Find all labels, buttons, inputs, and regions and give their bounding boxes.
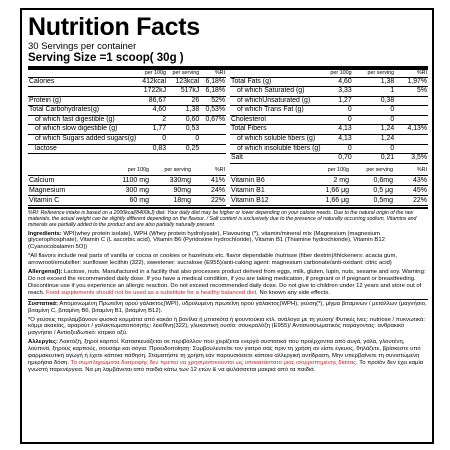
value-perserving: 1,38 bbox=[167, 106, 200, 116]
value-per100: 2 mg bbox=[318, 175, 350, 185]
minerals-table bbox=[28, 166, 226, 206]
nutrient-name: Total Fats (g) bbox=[230, 77, 322, 87]
col-header-perserving: per serving bbox=[353, 70, 396, 77]
table-row bbox=[28, 106, 226, 116]
value-per100: 4,13 bbox=[322, 125, 353, 135]
value-ri: 45% bbox=[394, 185, 428, 195]
ingredients-label: Ingredients: bbox=[28, 230, 62, 237]
table-row bbox=[230, 175, 428, 185]
table-row bbox=[28, 135, 226, 145]
value-per100: 86,67 bbox=[137, 96, 167, 106]
value-per100: 0 bbox=[322, 144, 353, 154]
col-header-perserving: per serving bbox=[350, 166, 394, 176]
value-perserving: 1,24 bbox=[353, 135, 396, 145]
nutrient-name: of which Trans Fat (g) bbox=[230, 106, 322, 116]
value-per100: 0 bbox=[322, 115, 353, 125]
serving-size: Serving Size =1 scoop( 30g ) bbox=[28, 52, 184, 64]
table-row bbox=[28, 96, 226, 106]
servings-per-container: 30 Servings per container bbox=[28, 41, 137, 52]
value-ri bbox=[395, 144, 428, 154]
nutrient-name: Magnesium bbox=[28, 185, 112, 195]
value-per100: 1722kJ bbox=[137, 87, 167, 97]
label-title: Nutrition Facts bbox=[28, 13, 200, 41]
value-perserving: 0 bbox=[353, 115, 396, 125]
table-row bbox=[230, 135, 428, 145]
table-row bbox=[28, 185, 226, 195]
nutrient-name: of which fast digestible (g) bbox=[28, 115, 137, 125]
greek-allergens-label: Αλλεργίες: bbox=[28, 339, 58, 346]
value-ri: 24% bbox=[192, 185, 226, 195]
value-perserving: 0,53 bbox=[167, 125, 200, 135]
value-per100: 1,66 μg bbox=[318, 185, 350, 195]
value-ri bbox=[200, 125, 226, 135]
table-row bbox=[230, 144, 428, 154]
table-row bbox=[230, 96, 428, 106]
allergens-tail: No known any side effects. bbox=[257, 289, 330, 296]
nutrient-name: of which Saturated (g) bbox=[230, 87, 322, 97]
nutrient-name: Cholesterol bbox=[230, 115, 322, 125]
value-perserving: 1,38 bbox=[353, 77, 396, 87]
value-per100: 1100 mg bbox=[112, 175, 150, 185]
value-per100: 4,13 bbox=[322, 135, 353, 145]
col-header-per100: per 100g bbox=[112, 166, 150, 176]
value-per100: 1,77 bbox=[137, 125, 167, 135]
value-perserving: 0,60 bbox=[167, 115, 200, 125]
nutrient-name: Total Carbohydrates(g) bbox=[28, 106, 137, 116]
nutrient-name: of which soluble fibers (g) bbox=[230, 135, 322, 145]
value-perserving: 330mg bbox=[150, 175, 192, 185]
nutrient-name bbox=[28, 87, 137, 97]
value-perserving: 0,6mg bbox=[350, 175, 394, 185]
ingredients-text: WPI(whey protein isolate), WPH (Whey protein hydrolysate), Flavouring (*), vitamin/mineral mix (Magnesium (magnesium glycerophosphate), Vitamin C (L ascorbic acid), Vitamin B6 (Pyridoxine hydrochloride), Vitamin B1 (Thiamine hydrochloride), Vitamin B12 (Cyanocobalamin 5O)) bbox=[28, 230, 385, 251]
col-header-perserving: per serving bbox=[167, 70, 200, 77]
value-per100: 0 bbox=[137, 135, 167, 145]
value-ri: 22% bbox=[394, 195, 428, 205]
col-header-ri: %RI bbox=[200, 70, 226, 77]
allergens-text: Lactose, nuts. Manufactured in a facility that also processes product derived from eggs, milk, gluten, lupin, nuts, sesame and soy. Warning: Do not exceed the recommended daily dose. If you have a medical condition, if you are taking medication, if pregnant or if pregnant or breastfeeding. Discontinue use if you experience an allergic reaction. Do not exceed recommended daily dose. Do not give to children under 12 years and store out of reach. bbox=[28, 269, 426, 296]
value-perserving: 0,5mg bbox=[350, 195, 394, 205]
greek-ingredients-label: Συστατικά: bbox=[28, 300, 59, 307]
greek-allergens-text: Λακτόζη, ξηροί καρποί. Κατασκευάζεται σε περιβάλλον που χειρίζεται ενεργά συστατικά που προέρχονται από αυγά, γάλα, γλουτένη, λούπινα, ξηρούς καρπούς, σουσάμι και σόγια. Προειδοποίηση: Συμβουλευτείτε τον γιατρό σας πριν τη χρήση αν είστε έγκυος, θηλάζετε, βρίσκεστε υπό φαρμακευτική αγωγή ή έχετε κάποια πάθηση. Σταματήστε τη χρήση εάν παρουσιάσετε κάποια αλλεργική αντίδραση. Μην υπερβαίνετε τη συνιστώμενη ημερήσια δόση. bbox=[28, 339, 421, 366]
nutrition-label bbox=[20, 8, 434, 444]
col-header-ri: %RI bbox=[395, 70, 428, 77]
table-row bbox=[28, 144, 226, 154]
value-ri bbox=[395, 115, 428, 125]
nutrient-name: Total Fibers bbox=[230, 125, 322, 135]
nutrient-name: Calcium bbox=[28, 175, 112, 185]
table-row bbox=[28, 115, 226, 125]
nutrient-name: of which slow digestible (g) bbox=[28, 125, 137, 135]
value-ri: 4,13% bbox=[395, 125, 428, 135]
value-ri bbox=[395, 135, 428, 145]
value-perserving: 90mg bbox=[150, 185, 192, 195]
value-ri: 22% bbox=[192, 195, 226, 205]
table-row bbox=[230, 115, 428, 125]
table-row bbox=[230, 125, 428, 135]
value-per100: 1,66 μg bbox=[318, 195, 350, 205]
value-perserving: 517kJ bbox=[167, 87, 200, 97]
nutrient-name: Calories bbox=[28, 77, 137, 87]
value-per100: 1,27 bbox=[322, 96, 353, 106]
col-header-ri: %RI bbox=[394, 166, 428, 176]
value-per100: 2 bbox=[137, 115, 167, 125]
value-ri bbox=[200, 135, 226, 145]
nutrient-name: Vitamin C bbox=[28, 195, 112, 205]
col-header-ri: %RI bbox=[192, 166, 226, 176]
value-ri: 0,53% bbox=[200, 106, 226, 116]
col-header-per100: per 100g bbox=[137, 70, 167, 77]
value-per100: 0 bbox=[322, 106, 353, 116]
value-perserving: 0 bbox=[353, 144, 396, 154]
value-perserving: 0,25 bbox=[167, 144, 200, 154]
table-row bbox=[28, 87, 226, 97]
greek-allergens-tail: Το προϊόν δεν έχει καμία γνωστή παρενέργεια. Να μη λαμβάνεται από παιδιά κάτω των 12 ετών & να φυλάσσεται μακριά από τα παιδιά. bbox=[28, 359, 424, 373]
value-perserving: 1,24 bbox=[353, 125, 396, 135]
value-perserving: 0,38 bbox=[353, 96, 396, 106]
table-row bbox=[230, 195, 428, 205]
nutrient-name: Vitamin B6 bbox=[230, 175, 318, 185]
table-row bbox=[28, 175, 226, 185]
greek-flavour-note: *Ο γεύσεις περιλαμβάνουν φυσικά κομμάτια από κακάο ή βανίλια ή μπισκότα ή φουντούκια κτλ. ανάλογα με τη γεύση/ Φυτικές ίνες: nutriose / πυκνωτικά: κόμμι ακακίας, αραρούτ / γαλακτωματοποιητής: λεκιθίνη(322), γλυκαντική ουσία: σουκραλόζη (E955)/ Αντισυσσωματικός παράγοντας: ανθρακικό μαγνήσιο / Αντιοξειδωτικό: κιτρικό οξύ. bbox=[28, 316, 426, 337]
value-per100: 4,60 bbox=[322, 77, 353, 87]
table-row bbox=[230, 77, 428, 87]
table-header bbox=[230, 166, 428, 176]
greek-ingredients-text: Απομονωμένη Πρωτεΐνη ορού γάλακτος(WPI), υδρολυμένη πρωτεΐνη ορού γάλακτος(WPH), γεύση(*), μίγμα βιταμινών / μετάλλων (μαγνήσιο, βιταμίνη C, βιταμίνη B6, βιταμίνη B1, βιταμίνη B12). bbox=[28, 300, 427, 314]
fats-table bbox=[230, 70, 428, 164]
value-per100: 60 mg bbox=[112, 195, 150, 205]
value-ri bbox=[395, 96, 428, 106]
table-header bbox=[28, 166, 226, 176]
value-per100: 3,33 bbox=[322, 87, 353, 97]
table-header bbox=[28, 70, 226, 77]
ingredients bbox=[28, 231, 428, 252]
table-row bbox=[28, 125, 226, 135]
nutrient-name: lactose bbox=[28, 144, 137, 154]
nutrient-name: Vitamin B1 bbox=[230, 185, 318, 195]
value-ri bbox=[200, 144, 226, 154]
value-ri: 1,97% bbox=[395, 77, 428, 87]
table-row bbox=[28, 195, 226, 205]
nutrient-name: of whichUnsaturated (g) bbox=[230, 96, 322, 106]
greek-ingredients bbox=[28, 299, 428, 315]
value-perserving: 1 bbox=[353, 87, 396, 97]
ri-note: %RI: Reference intake is based on a 2000kcal(8400kJ) diet. Your daily diet may be higher or lower depending on your calorie needs. Due to the natural origin of the raw materials, the actual weight can be slightly different depending on the flavour. / Salt content is exclusively due to the presence of naturally occurring sodium. Vitamins and minerals are partially added to the product and are also partially naturally present. bbox=[28, 207, 428, 229]
table-row bbox=[230, 154, 428, 164]
value-perserving: 0 bbox=[167, 135, 200, 145]
nutrient-name: of which Sugars added sugars(g) bbox=[28, 135, 137, 145]
value-ri: 6,18% bbox=[200, 87, 226, 97]
value-perserving: 0,21 bbox=[353, 154, 396, 164]
value-perserving: 18mg bbox=[150, 195, 192, 205]
value-per100: 0,70 bbox=[322, 154, 353, 164]
greek-allergens bbox=[28, 339, 428, 374]
nutrient-name: Protein (g) bbox=[28, 96, 137, 106]
value-perserving: 26 bbox=[167, 96, 200, 106]
value-ri: 5% bbox=[395, 87, 428, 97]
value-perserving: 0 bbox=[353, 106, 396, 116]
greek-allergens-warning: Τα συμπληρώματα διατροφής δεν πρέπει να χρησιμοποιούνται ως υποκατάστατο μιας ισορροπημένης δίαιτας. bbox=[70, 359, 358, 366]
value-ri: 52% bbox=[200, 96, 226, 106]
value-ri bbox=[395, 106, 428, 116]
allergens-warning: Food supplements should not be used as a substitute for a healthy balanced diet. bbox=[46, 289, 258, 296]
vitamins-minerals bbox=[28, 166, 428, 206]
table-row bbox=[28, 77, 226, 87]
value-perserving: 0,5 μg bbox=[350, 185, 394, 195]
value-per100: 300 mg bbox=[112, 185, 150, 195]
value-ri: 0,67% bbox=[200, 115, 226, 125]
nutrient-tables bbox=[28, 70, 428, 164]
col-header-per100: per 100g bbox=[322, 70, 353, 77]
table-header bbox=[230, 70, 428, 77]
value-per100: 4,60 bbox=[137, 106, 167, 116]
table-row bbox=[230, 87, 428, 97]
value-ri: 43% bbox=[394, 175, 428, 185]
vitamins-table bbox=[230, 166, 428, 206]
value-perserving: 123kcal bbox=[167, 77, 200, 87]
value-per100: 0,83 bbox=[137, 144, 167, 154]
col-header-per100: per 100g bbox=[318, 166, 350, 176]
value-per100: 412kcal bbox=[137, 77, 167, 87]
macros-table bbox=[28, 70, 226, 164]
nutrient-name: of which insoluble fibers (g) bbox=[230, 144, 322, 154]
allergens-label: Allergens(I): bbox=[28, 269, 63, 276]
value-ri: 3,5% bbox=[395, 154, 428, 164]
allergens bbox=[28, 269, 428, 297]
flavour-note: *All flavors include real parts of vanilla or cocoa or cookies or hazelnuts etc. flavor dependable /nutrisse (fiber dextrin)/thickeners: acacia gum, arrowroot/emulsifier: sunflower lecithin (322), sweetener: sucralose (E955)/anti-caking agent: magnesium carbonate/anti-oxidant: citric acid) bbox=[28, 253, 398, 267]
col-header-perserving: per serving bbox=[150, 166, 192, 176]
table-row bbox=[230, 106, 428, 116]
value-ri: 41% bbox=[192, 175, 226, 185]
nutrient-name: Salt bbox=[230, 154, 322, 164]
nutrient-name: Vitamin B12 bbox=[230, 195, 318, 205]
table-row bbox=[230, 185, 428, 195]
value-ri: 6,18% bbox=[200, 77, 226, 87]
